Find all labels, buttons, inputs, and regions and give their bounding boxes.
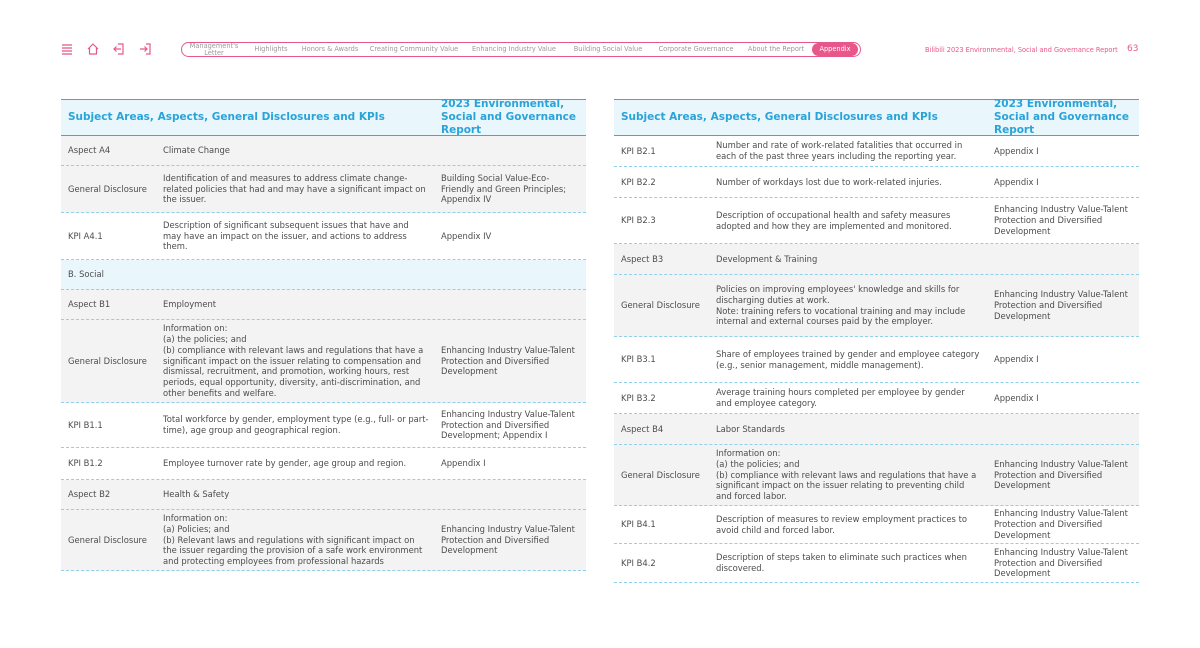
- forward-icon[interactable]: [138, 42, 152, 56]
- tab-honors-awards[interactable]: Honors & Awards: [301, 45, 359, 54]
- row-description: Climate Change: [163, 145, 230, 156]
- table-row: [614, 275, 1139, 337]
- section-tabs: [181, 42, 861, 57]
- section-label: B. Social: [68, 269, 104, 280]
- table-row: [61, 320, 586, 403]
- left-disclosure-table: [61, 99, 586, 571]
- table-row: [61, 403, 586, 448]
- row-description: Identification of and measures to address climate change-related policies that had and may have a significant impact on the issuer.: [163, 172, 426, 205]
- row-item: KPI B4.1: [621, 519, 656, 530]
- table-row: [614, 445, 1139, 506]
- row-description: Description of significant subsequent issues that have and may have an impact on the issuer, and actions to address them.: [163, 219, 409, 252]
- row-description: Description of steps taken to eliminate such practices when discovered.: [716, 552, 967, 573]
- table-row: [614, 167, 1139, 198]
- row-item: KPI B2.1: [621, 145, 656, 156]
- row-item: KPI B3.1: [621, 354, 656, 365]
- row-description: Average training hours completed per employee by gender and employee category.: [716, 387, 965, 408]
- row-description: Information on: (a) Policies; and (b) Relevant laws and regulations with significant impact on the issuer regarding the provision of a safe work environment and protecting employees from professional hazards: [163, 513, 423, 567]
- table-row: [614, 136, 1139, 167]
- table-header: [614, 99, 1139, 136]
- table-row: [61, 290, 586, 320]
- menu-icon[interactable]: [60, 42, 74, 56]
- row-reference: Building Social Value-Eco-Friendly and Green Principles; Appendix IV: [441, 172, 567, 205]
- row-item: KPI B2.2: [621, 176, 656, 187]
- row-item: KPI B4.2: [621, 557, 656, 568]
- table-row: [614, 506, 1139, 544]
- table-row: [61, 480, 586, 510]
- row-reference: Enhancing Industry Value-Talent Protection and Diversified Development; Appendix I: [441, 408, 575, 441]
- table-row: [61, 213, 586, 260]
- row-description: Total workforce by gender, employment type (e.g., full- or part-time), age group and geographical region.: [163, 414, 429, 435]
- home-icon[interactable]: [86, 42, 100, 56]
- table-header: [61, 99, 586, 136]
- row-item: Aspect A4: [68, 145, 111, 156]
- row-description: Description of occupational health and safety measures adopted and how they are implemented and monitored.: [716, 209, 952, 231]
- section-row: [61, 260, 586, 290]
- header-esg-report: 2023 Environmental, Social and Governance Report: [441, 98, 577, 136]
- row-reference: Appendix I: [994, 392, 1039, 403]
- top-navigation-bar: [0, 0, 1200, 100]
- row-item: General Disclosure: [68, 183, 147, 194]
- table-row: [614, 544, 1139, 583]
- header-subject-areas: Subject Areas, Aspects, General Disclosures and KPIs: [68, 111, 385, 123]
- row-item: KPI B1.1: [68, 419, 103, 430]
- row-description: Number and rate of work-related fatalities that occurred in each of the past three years including the reporting year.: [716, 140, 963, 161]
- table-row: [614, 198, 1139, 244]
- row-item: KPI B2.3: [621, 215, 656, 226]
- row-item: KPI B3.2: [621, 392, 656, 403]
- tab-about-the-report[interactable]: About the Report: [747, 45, 805, 54]
- tab-managements-letter[interactable]: Management's Letter: [189, 41, 239, 57]
- row-reference: Appendix I: [994, 176, 1039, 187]
- row-description: Information on: (a) the policies; and (b) compliance with relevant laws and regulations that have a significant impact on the issuer relating to compensation and dismissal, recruitment, and promotion, working hours, rest periods, equal opportunity, diversity, anti-discrimination, and other benefits and welfare.: [163, 323, 424, 398]
- row-reference: Enhancing Industry Value-Talent Protection and Diversified Development: [994, 546, 1128, 579]
- row-description: Employee turnover rate by gender, age group and region.: [163, 458, 407, 469]
- table-row: [614, 244, 1139, 275]
- table-row: [614, 337, 1139, 383]
- row-reference: Enhancing Industry Value-Talent Protection and Diversified Development: [441, 344, 575, 377]
- row-item: General Disclosure: [621, 469, 700, 480]
- header-subject-areas: Subject Areas, Aspects, General Disclosures and KPIs: [621, 111, 938, 123]
- row-item: General Disclosure: [621, 300, 700, 311]
- row-item: KPI B1.2: [68, 458, 103, 469]
- row-reference: Appendix I: [441, 458, 486, 469]
- row-reference: Appendix IV: [441, 230, 492, 241]
- row-reference: Enhancing Industry Value-Talent Protection and Diversified Development: [994, 289, 1128, 321]
- table-row: [61, 166, 586, 213]
- nav-icon-group: [60, 42, 152, 56]
- table-row: [61, 136, 586, 166]
- row-item: General Disclosure: [68, 534, 147, 545]
- tab-corporate-governance[interactable]: Corporate Governance: [658, 45, 734, 54]
- tab-creating-community-value[interactable]: Creating Community Value: [369, 45, 459, 54]
- row-description: Development & Training: [716, 253, 818, 264]
- row-reference: Enhancing Industry Value-Talent Protection and Diversified Development: [994, 204, 1128, 236]
- row-description: Health & Safety: [163, 489, 230, 500]
- row-reference: Appendix I: [994, 145, 1039, 156]
- row-item: Aspect B2: [68, 489, 111, 500]
- row-description: Description of measures to review employment practices to avoid child and forced labor.: [716, 513, 967, 535]
- tab-building-social-value[interactable]: Building Social Value: [573, 45, 643, 54]
- row-item: Aspect B4: [621, 423, 664, 434]
- table-row: [61, 510, 586, 571]
- right-disclosure-table: [614, 99, 1139, 583]
- table-row: [614, 414, 1139, 445]
- tab-appendix[interactable]: Appendix: [812, 43, 858, 56]
- row-item: Aspect B1: [68, 299, 111, 310]
- row-reference: Enhancing Industry Value-Talent Protection and Diversified Development: [994, 458, 1128, 491]
- row-item: General Disclosure: [68, 355, 147, 366]
- table-row: [61, 448, 586, 480]
- back-icon[interactable]: [112, 42, 126, 56]
- row-description: Employment: [163, 299, 217, 310]
- table-row: [614, 383, 1139, 414]
- tab-highlights[interactable]: Highlights: [254, 45, 288, 54]
- row-reference: Enhancing Industry Value-Talent Protection and Diversified Development: [441, 523, 575, 556]
- page-number: 63: [1127, 44, 1139, 54]
- row-description: Number of workdays lost due to work-related injuries.: [716, 176, 942, 187]
- row-description: Information on: (a) the policies; and (b) compliance with relevant laws and regulations that have a significant impact on the issuer relating to preventing child and forced labor.: [716, 448, 977, 502]
- row-description: Policies on improving employees' knowledge and skills for discharging duties at work. Note: training refers to vocational training and may include internal and external courses paid by the employer.: [716, 283, 966, 327]
- tab-enhancing-industry-value[interactable]: Enhancing Industry Value: [472, 45, 556, 54]
- row-item: KPI A4.1: [68, 230, 103, 241]
- row-reference: Appendix I: [994, 354, 1039, 365]
- row-item: Aspect B3: [621, 253, 664, 264]
- report-title: Bilibili 2023 Environmental, Social and Governance Report: [925, 46, 1118, 54]
- header-esg-report: 2023 Environmental, Social and Governance Report: [994, 98, 1130, 136]
- row-description: Labor Standards: [716, 423, 785, 434]
- row-reference: Enhancing Industry Value-Talent Protection and Diversified Development: [994, 508, 1128, 540]
- row-description: Share of employees trained by gender and employee category (e.g., senior management, middle management).: [716, 348, 980, 370]
